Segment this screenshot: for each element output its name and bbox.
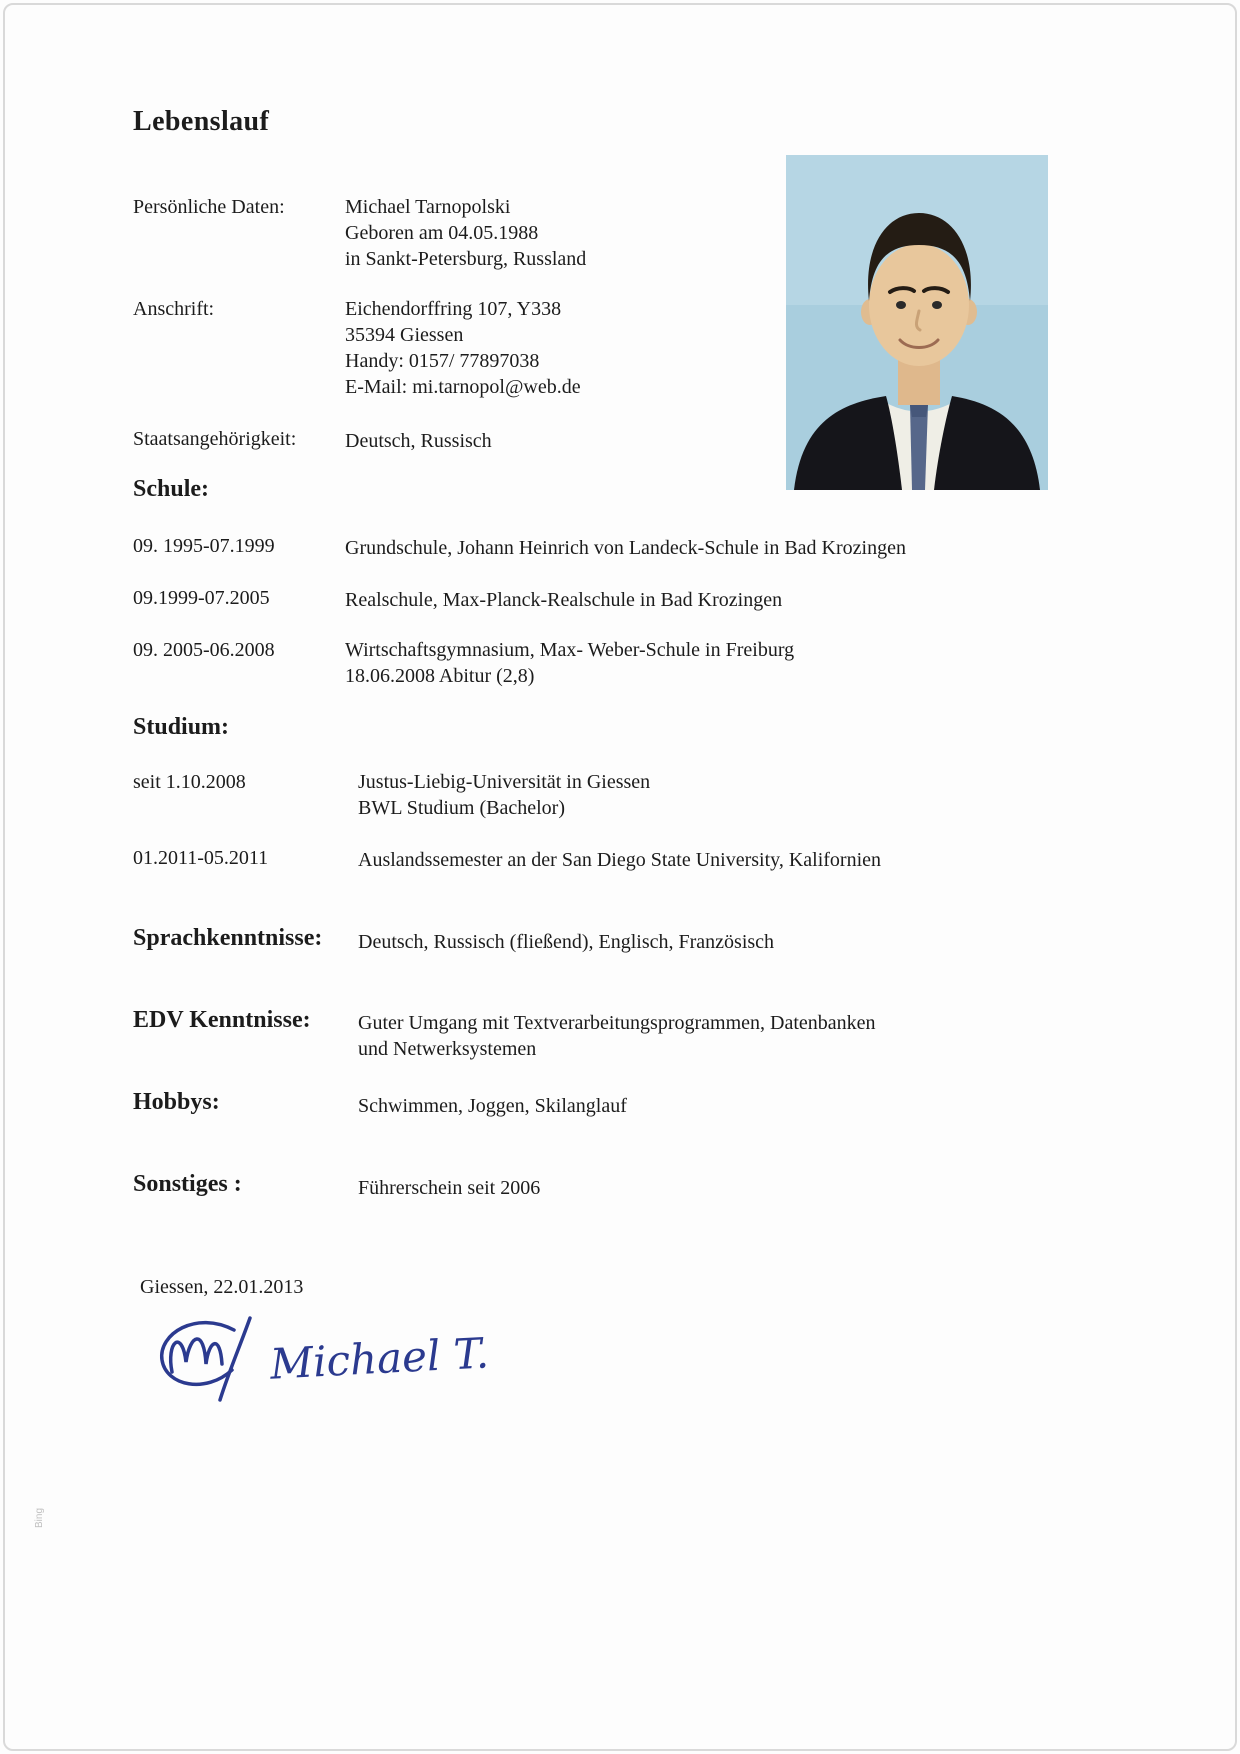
personal-name: Michael Tarnopolski bbox=[345, 196, 511, 218]
signature-flourish-icon bbox=[148, 1312, 268, 1404]
skill-label-hobbys: Hobbys: bbox=[133, 1089, 220, 1115]
portrait-photo-graphic bbox=[786, 155, 1048, 490]
skill-value-edv bbox=[358, 1010, 876, 1062]
address-phone: Handy: 0157/ 77897038 bbox=[345, 350, 540, 372]
skill-value-sprachkenntnisse: Deutsch, Russisch (fließend), Englisch, Französisch bbox=[358, 931, 775, 953]
page-title: Lebenslauf bbox=[133, 106, 270, 137]
studium-row-line: Justus-Liebig-Universität in Giessen bbox=[358, 771, 651, 793]
nationality-label: Staatsangehörigkeit: bbox=[133, 428, 297, 450]
signature bbox=[148, 1312, 489, 1404]
portrait-photo bbox=[786, 155, 1048, 490]
address-email: E-Mail: mi.tarnopol@web.de bbox=[345, 376, 581, 398]
place-date: Giessen, 22.01.2013 bbox=[140, 1276, 304, 1298]
page-border bbox=[3, 3, 1237, 1751]
personal-birthplace: in Sankt-Petersburg, Russland bbox=[345, 248, 587, 270]
skill-value-sonstiges: Führerschein seit 2006 bbox=[358, 1177, 541, 1199]
schule-row-date: 09.1999-07.2005 bbox=[133, 587, 270, 609]
schule-row-date: 09. 1995-07.1999 bbox=[133, 535, 275, 557]
address-values bbox=[345, 296, 581, 400]
personal-data-label: Persönliche Daten: bbox=[133, 196, 285, 218]
skill-label-sprachkenntnisse: Sprachkenntnisse: bbox=[133, 925, 323, 951]
skill-label-edv: EDV Kenntnisse: bbox=[133, 1007, 311, 1033]
schule-row-text: Realschule, Max-Planck-Realschule in Bad Krozingen bbox=[345, 589, 783, 611]
signature-text: Michael T. bbox=[268, 1327, 491, 1389]
address-street: Eichendorffring 107, Y338 bbox=[345, 298, 562, 320]
studium-row-date: seit 1.10.2008 bbox=[133, 771, 246, 793]
skill-label-sonstiges: Sonstiges : bbox=[133, 1171, 242, 1197]
studium-row-line: BWL Studium (Bachelor) bbox=[358, 797, 565, 819]
skill-value-line: Guter Umgang mit Textverarbeitungsprogrammen, Datenbanken bbox=[358, 1012, 876, 1034]
watermark-text: Bing bbox=[34, 1507, 45, 1528]
schule-row-line: 18.06.2008 Abitur (2,8) bbox=[345, 665, 535, 687]
studium-row-text: Auslandssemester an der San Diego State University, Kalifornien bbox=[358, 849, 882, 871]
schule-row-line: Wirtschaftsgymnasium, Max- Weber-Schule in Freiburg bbox=[345, 639, 795, 661]
personal-data-values bbox=[345, 194, 586, 272]
studium-row-text bbox=[358, 769, 650, 821]
schule-row-text: Grundschule, Johann Heinrich von Landeck-Schule in Bad Krozingen bbox=[345, 537, 906, 559]
section-heading-studium: Studium: bbox=[133, 714, 230, 740]
schule-row-date: 09. 2005-06.2008 bbox=[133, 639, 275, 661]
section-heading-schule: Schule: bbox=[133, 476, 210, 502]
address-city: 35394 Giessen bbox=[345, 324, 464, 346]
schule-row-text bbox=[345, 637, 794, 689]
address-label: Anschrift: bbox=[133, 298, 215, 320]
nationality-value: Deutsch, Russisch bbox=[345, 430, 492, 452]
personal-birthdate: Geboren am 04.05.1988 bbox=[345, 222, 539, 244]
skill-value-hobbys: Schwimmen, Joggen, Skilanglauf bbox=[358, 1095, 627, 1117]
skill-value-line: und Netwerksystemen bbox=[358, 1038, 537, 1060]
studium-row-date: 01.2011-05.2011 bbox=[133, 847, 269, 869]
